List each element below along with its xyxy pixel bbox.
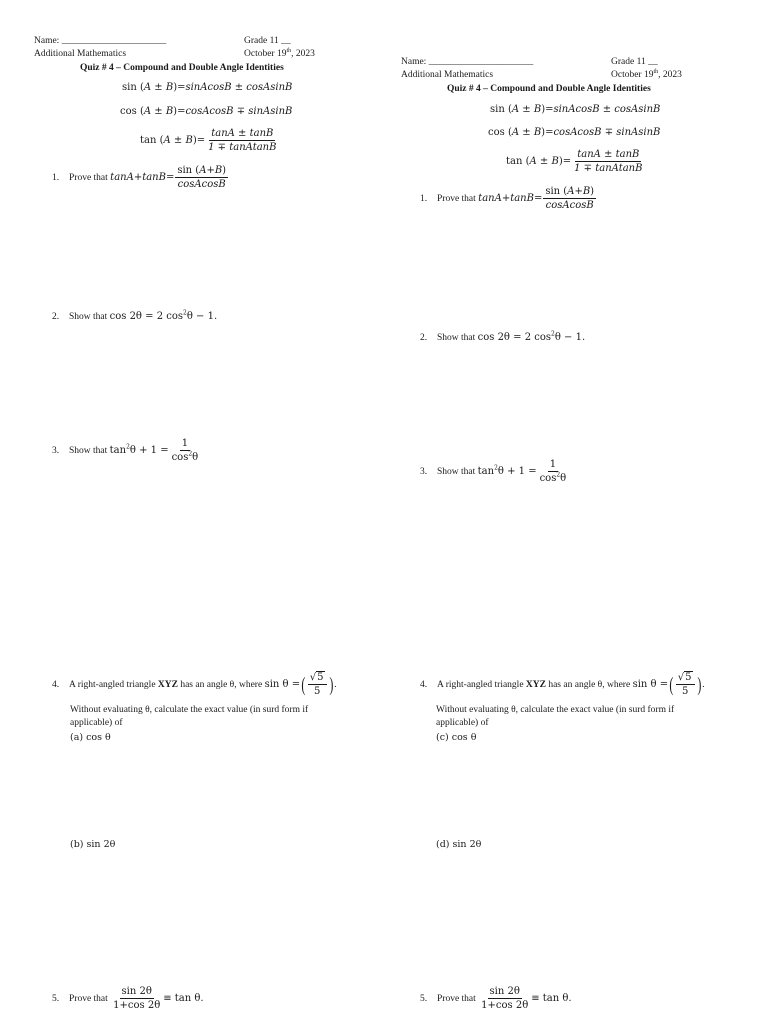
question-4: 4. A right-angled triangle XYZ has an angle θ, where sin θ = ( $\frac{√5}{5}$ ) . [420,672,705,697]
question-4d: (d) sin 2θ [436,839,482,850]
tan-identity: tan ( A ± B ) = $\frac{\tan A \pm \tan B}{\text{1 ∓ tanAtanB}}$ [140,128,277,153]
name-field: Name: ______________________ [34,36,167,46]
sin-identity: sin (A ± B)=sinAcosB ± cosAsinB [490,104,661,115]
question-4: 4. A right-angled triangle XYZ has an angle θ, where sin θ = ( $\frac{√5}{5}$ ) . [52,672,337,697]
quiz-title: Quiz # 4 – Compound and Double Angle Identities [80,63,284,73]
quiz-title: Quiz # 4 – Compound and Double Angle Identities [447,84,651,94]
question-4-line-3: applicable) of [70,718,123,728]
question-2: 2. Show that cos 2θ = 2 $\cos^2\theta - 1$. [52,309,218,322]
sin-identity: sin (A ± B)=sinAcosB ± cosAsinB [122,82,293,93]
subject-label: Additional Mathematics [34,49,127,59]
date-label: October 19th, 2023 [611,68,682,80]
date-label: October 19th, 2023 [244,47,315,59]
quiz-copy-right [384,0,768,1024]
question-4-line-2: Without evaluating θ, calculate the exact value (in surd form if [70,705,309,715]
grade-label: Grade 11 __ [611,57,658,67]
cos-identity: cos (A ± B)=cosAcosB ∓ sinAsinB [120,106,293,117]
subject-label: Additional Mathematics [401,70,494,80]
name-field: Name: ______________________ [401,57,534,67]
question-4-line-3: applicable) of [436,718,489,728]
question-1: 1. Prove that tanA+tanB= $\frac{\sin (A+B)}{\text{cosAcosB}}$ [52,165,227,190]
grade-label: Grade 11 __ [244,36,291,46]
question-4b: (b) sin 2θ [70,839,116,850]
question-3: 3. Show that $\tan^2\theta + 1$ = $\frac{1}{\cos^2\theta}$ [52,438,199,463]
tan-identity: tan ( A ± B ) = $\frac{\tan A \pm \tan B}{\text{1 ∓ tanAtanB}}$ [506,149,643,174]
question-3: 3. Show that $\tan^2\theta + 1$ = $\frac{1}{\cos^2\theta}$ [420,459,567,484]
cos-identity: cos (A ± B)=cosAcosB ∓ sinAsinB [488,127,661,138]
question-2: 2. Show that cos 2θ = 2 $\cos^2\theta - 1$. [420,330,586,343]
question-1: 1. Prove that tanA+tanB= $\frac{\sin (A+B)}{\text{cosAcosB}}$ [420,186,595,211]
question-4-line-2: Without evaluating θ, calculate the exact value (in surd form if [436,705,675,715]
question-4a: (a) cos θ [70,732,111,743]
question-5: 5. Prove that $\frac{\sin 2\theta}{1+\cos 2\theta}$ ≡ tan θ. [52,986,204,1011]
question-4c: (c) cos θ [436,732,477,743]
question-5: 5. Prove that $\frac{\sin 2\theta}{1+\cos 2\theta}$ ≡ tan θ. [420,986,572,1011]
